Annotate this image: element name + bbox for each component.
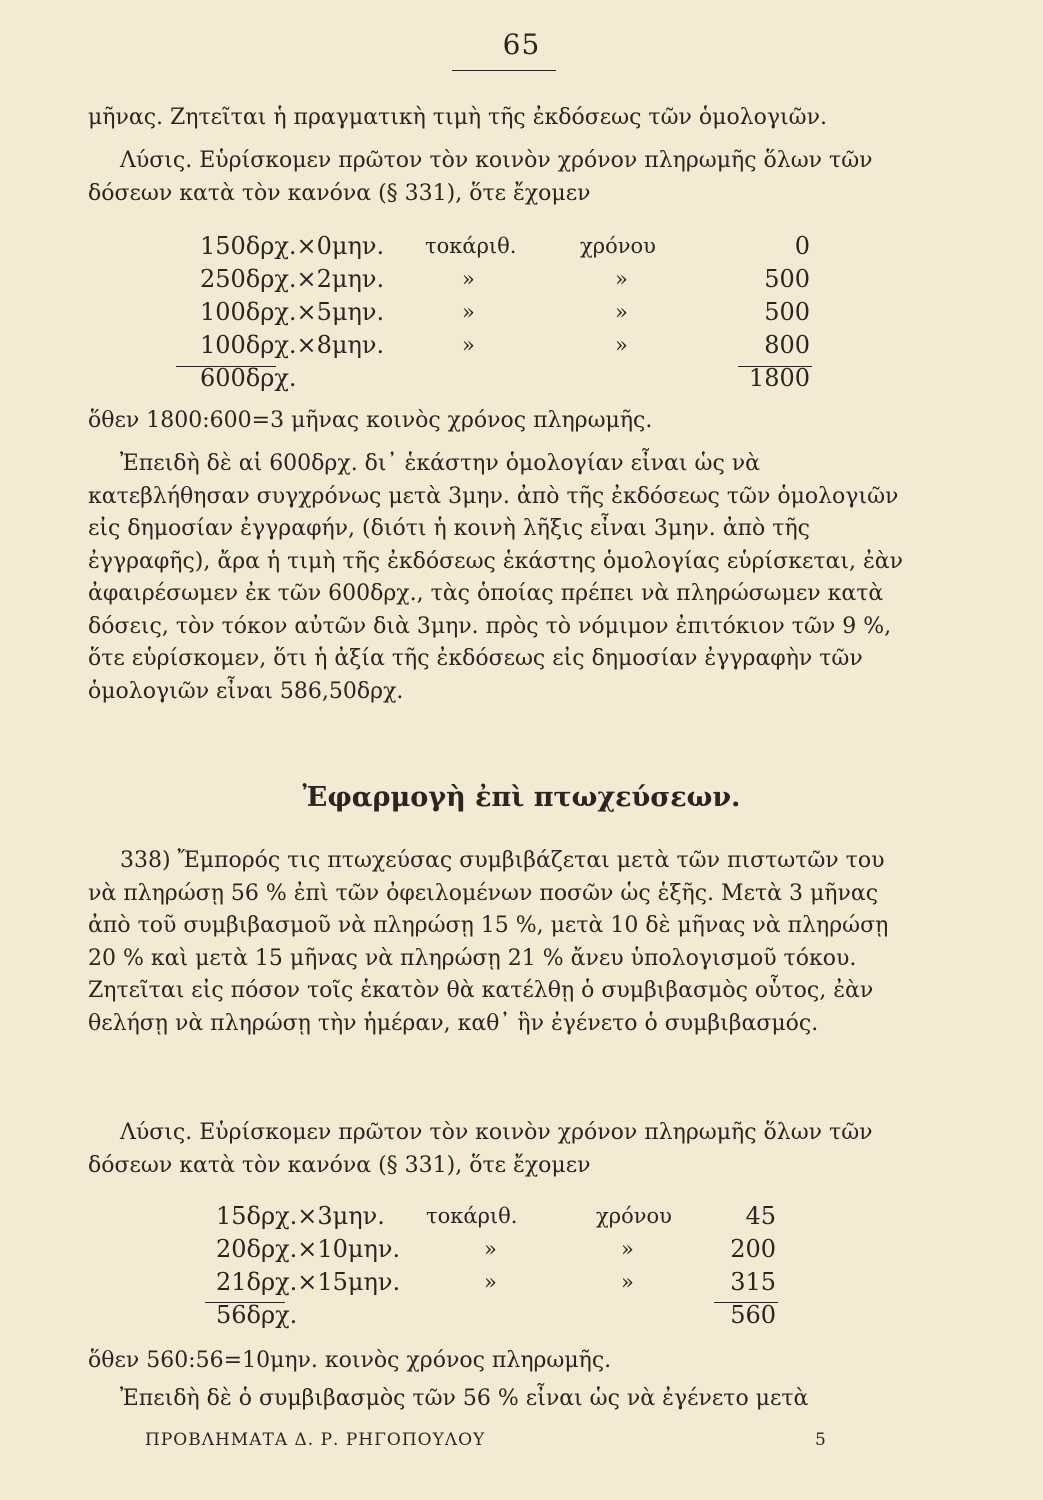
value-cell: 200 bbox=[730, 1235, 776, 1263]
section-heading: Ἐφαρμογὴ ἐπὶ πτωχεύσεων. bbox=[302, 782, 741, 813]
label2-cell: » bbox=[615, 300, 628, 324]
table-total-row bbox=[216, 1299, 776, 1332]
table-total-row bbox=[200, 362, 810, 395]
amount-cell: 15δρχ.×3μην. bbox=[216, 1202, 385, 1230]
page-number-rule bbox=[452, 70, 556, 71]
label2-cell: χρόνου bbox=[596, 1204, 672, 1228]
paragraph-7: ὅθεν 560:56=10μην. κοινὸς χρόνος πληρωμῆς. bbox=[88, 1348, 612, 1373]
label-cell: » bbox=[484, 1270, 497, 1294]
paragraph-2: Λύσις. Εὑρίσκομεν πρῶτον τὸν κοινὸν χρόνον πληρωμῆς ὅλων τῶν δόσεων κατὰ τὸν κανόνα (§ 331), ὅτε ἔχομεν bbox=[88, 148, 873, 206]
footer-signature-mark: 5 bbox=[815, 1430, 827, 1450]
label-cell: τοκάριθ. bbox=[425, 234, 517, 258]
sum-rule bbox=[205, 1302, 285, 1303]
label-cell: τοκάριθ. bbox=[426, 1204, 518, 1228]
total-value-cell: 1800 bbox=[748, 364, 810, 392]
table-row bbox=[216, 1233, 776, 1266]
value-cell: 45 bbox=[745, 1202, 776, 1230]
table-row bbox=[216, 1266, 776, 1299]
table-row bbox=[200, 263, 810, 296]
sum-rule bbox=[738, 366, 812, 367]
table-row bbox=[200, 296, 810, 329]
amount-cell: 100δρχ.×5μην. bbox=[200, 298, 385, 326]
calculation-table-2 bbox=[216, 1200, 776, 1332]
paragraph-8: Ἐπειδὴ δὲ ὁ συμβιβασμὸς τῶν 56 % εἶναι ὡς νὰ ἐγένετο μετὰ bbox=[120, 1386, 809, 1411]
paragraph-1: μῆνας. Ζητεῖται ἡ πραγματικὴ τιμὴ τῆς ἐκδόσεως τῶν ὁμολογιῶν. bbox=[88, 105, 827, 130]
paragraph-5: 338) Ἔμπορός τις πτωχεύσας συμβιβάζεται μετὰ τῶν πιστωτῶν του νὰ πληρώσῃ 56 % ἐπὶ τῶν ὀφειλομένων ποσῶν ὡς ἑξῆς. Μετὰ 3 μῆνας ἀπὸ τοῦ συμβιβασμοῦ νὰ πληρώσῃ 15 %, μετὰ 10 δὲ μῆνας νὰ πληρώσῃ 20 % καὶ μετὰ 15 μῆνας νὰ πληρώσῃ 21 % ἄνευ ὑπολογισμοῦ τόκου. Ζητεῖται εἰς πόσον τοῖς ἑκατὸν θὰ κατέλθῃ ὁ συμβιβασμὸς οὗτος, ἐὰν θελήσῃ νὰ πληρώσῃ τὴν ἡμέραν, καθ᾽ ἣν ἐγένετο ὁ συμβιβασμός. bbox=[88, 848, 889, 1036]
value-cell: 315 bbox=[730, 1268, 776, 1296]
table-row bbox=[216, 1200, 776, 1233]
label2-cell: χρόνου bbox=[580, 234, 656, 258]
amount-cell: 21δρχ.×15μην. bbox=[216, 1268, 401, 1296]
amount-cell: 150δρχ.×0μην. bbox=[200, 232, 385, 260]
label-cell: » bbox=[462, 300, 475, 324]
label-cell: » bbox=[462, 333, 475, 357]
total-amount-cell: 56δρχ. bbox=[216, 1301, 298, 1329]
label2-cell: » bbox=[615, 333, 628, 357]
paragraph-3: ὅθεν 1800:600=3 μῆνας κοινὸς χρόνος πληρωμῆς. bbox=[88, 408, 653, 433]
label-cell: » bbox=[484, 1237, 497, 1261]
calculation-table-1 bbox=[200, 230, 810, 395]
table-row bbox=[200, 230, 810, 263]
sum-rule bbox=[176, 366, 276, 367]
table-row bbox=[200, 329, 810, 362]
paragraph-4: Ἐπειδὴ δὲ αἱ 600δρχ. δι᾽ ἑκάστην ὁμολογίαν εἶναι ὡς νὰ κατεβλήθησαν συγχρόνως μετὰ 3μην. ἀπὸ τῆς ἐκδόσεως τῶν ὁμολογιῶν εἰς δημοσίαν ἐγγραφήν, (διότι ἡ κοινὴ λῆξις εἶναι 3μην. ἀπὸ τῆς ἐγγραφῆς), ἄρα ἡ τιμὴ τῆς ἐκδόσεως ἑκάστης ὁμολογίας εὑρίσκεται, ἐὰν ἀφαιρέσωμεν ἐκ τῶν 600δρχ., τὰς ὁποίας πρέπει νὰ πληρώσωμεν κατὰ δόσεις, τὸν τόκον αὐτῶν διὰ 3μην. πρὸς τὸ νόμιμον ἐπιτόκιον τῶν 9 %, ὅτε εὑρίσκομεν, ὅτι ἡ ἀξία τῆς ἐκδόσεως εἰς δημοσίαν ἐγγραφὴν τῶν ὁμολογιῶν εἶναι 586,50δρχ. bbox=[88, 451, 904, 704]
label2-cell: » bbox=[621, 1270, 634, 1294]
page-number: 65 bbox=[502, 28, 541, 61]
sum-rule bbox=[714, 1302, 778, 1303]
total-value-cell: 560 bbox=[730, 1301, 776, 1329]
amount-cell: 20δρχ.×10μην. bbox=[216, 1235, 401, 1263]
label2-cell: » bbox=[615, 267, 628, 291]
value-cell: 0 bbox=[794, 232, 810, 260]
label-cell: » bbox=[462, 267, 475, 291]
total-amount-cell: 600δρχ. bbox=[200, 364, 297, 392]
value-cell: 500 bbox=[764, 298, 810, 326]
value-cell: 500 bbox=[764, 265, 810, 293]
label2-cell: » bbox=[621, 1237, 634, 1261]
amount-cell: 250δρχ.×2μην. bbox=[200, 265, 385, 293]
footer-title: ΠΡΟΒΛΗΜΑΤΑ Δ. Ρ. ΡΗΓΟΠΟΥΛΟΥ bbox=[145, 1430, 486, 1450]
amount-cell: 100δρχ.×8μην. bbox=[200, 331, 385, 359]
value-cell: 800 bbox=[764, 331, 810, 359]
paragraph-6: Λύσις. Εὑρίσκομεν πρῶτον τὸν κοινὸν χρόνον πληρωμῆς ὅλων τῶν δόσεων κατὰ τὸν κανόνα (§ 331), ὅτε ἔχομεν bbox=[88, 1120, 873, 1178]
